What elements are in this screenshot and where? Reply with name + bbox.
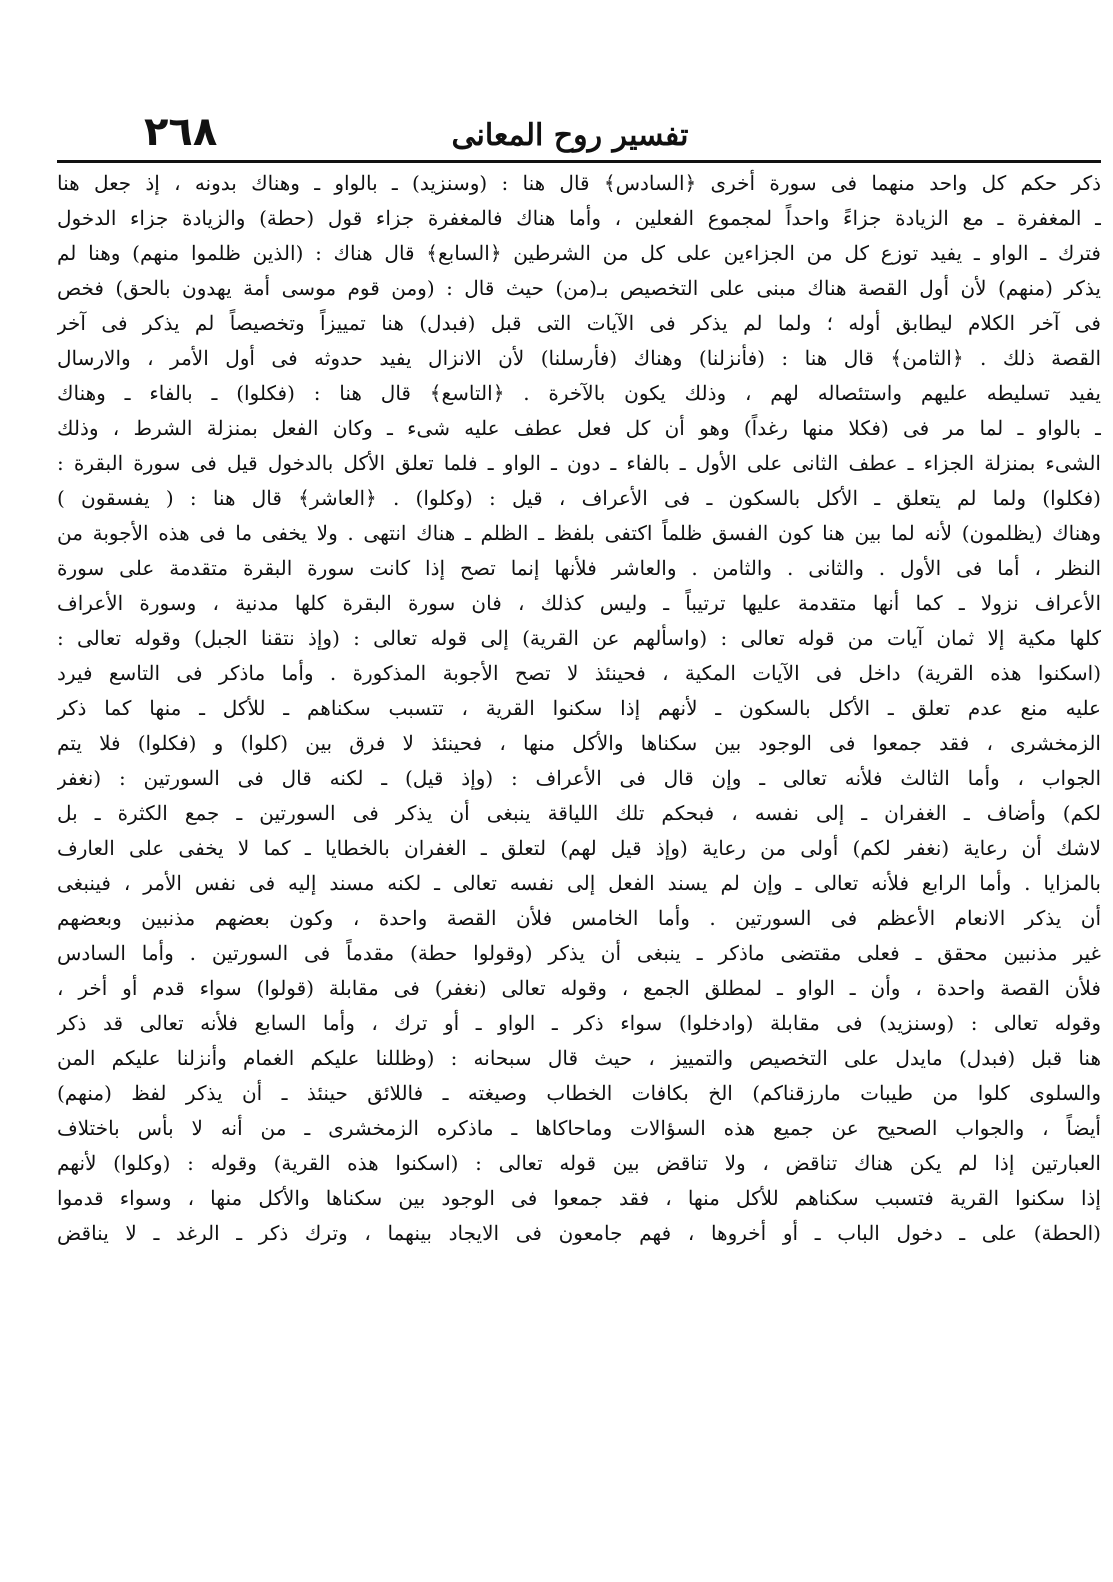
text-line: يفيد تسليطه عليهم واستئصاله لهم ، وذلك يكون بالآخرة . ﴿التاسع﴾ قال هنا : (فكلوا) ـ بالفاء ـ وهناك — [57, 381, 1101, 405]
text-line: غير مذنبين محقق ـ فعلى مقتضى ماذكر ـ ينبغى أن يذكر (وقولوا حطة) مقدماً فى السورتين . وأما السادس — [57, 941, 1101, 965]
text-line: وهناك (يظلمون) لأنه لما بين هنا كون الفسق ظلماً اكتفى بلفظ ـ الظلم ـ هناك انتهى . ولا يخفى ما فى هذه الأجوبة من — [57, 521, 1101, 545]
page-number: ٢٦٨ — [144, 109, 218, 155]
text-line: يذكر (منهم) لأن أول القصة هناك مبنى على التخصيص بـ(من) حيث قال : (ومن قوم موسى أمة يهدون بالحق) فخص — [57, 276, 1101, 300]
text-line: الجواب ، وأما الثالث فلأنه تعالى ـ وإن قال فى الأعراف : (وإذ قيل) ـ لكنه قال فى السورتين : (نغفر — [57, 766, 1101, 790]
text-line: فلأن القصة واحدة ، وأن ـ الواو ـ لمطلق الجمع ، وقوله تعالى (نغفر) فى مقابلة (قولوا) سواء قدم أو أخر ، — [57, 976, 1101, 1000]
text-line: لاشك أن رعاية (نغفر لكم) أولى من رعاية (وإذ قيل لهم) لتعلق ـ الغفران بالخطايا ـ كما لا يخفى على العارف — [57, 836, 1101, 860]
text-line: العبارتين إذا لم يكن هناك تناقض ، ولا تناقض بين قوله تعالى : (اسكنوا هذه القرية) وقوله : (وكلوا) لأنهم — [57, 1151, 1101, 1175]
text-line: القصة ذلك . ﴿الثامن﴾ قال هنا : (فأنزلنا) وهناك (فأرسلنا) لأن الانزال يفيد حدوثه فى أول الأمر ، والارسال — [57, 346, 1101, 370]
text-line: الأعراف نزولا ـ كما أنها متقدمة عليها ترتيباً ـ وليس كذلك ، فان سورة البقرة كلها مدنية ، وسورة الأعراف — [57, 591, 1101, 615]
text-line: بالمزايا . وأما الرابع فلأنه تعالى ـ وإن لم يسند الفعل إلى نفسه تعالى ـ لكنه مسند إليه فى نفس الأمر ، فينبغى — [57, 871, 1101, 895]
header-rule — [57, 160, 1101, 163]
text-line: أن يذكر الانعام الأعظم فى السورتين . وأما الخامس فلأن القصة واحدة ، وكون بعضهم مذنبين وبعضهم — [57, 906, 1101, 930]
text-line: (الحطة) على ـ دخول الباب ـ أو أخروها ، فهم جامعون فى الايجاد بينهما ، وترك ذكر ـ الرغد ـ لا يناقض — [57, 1221, 1101, 1245]
text-line: هنا قبل (فبدل) مايدل على التخصيص والتمييز ، حيث قال سبحانه : (وظللنا عليكم الغمام وأنزلنا عليكم المن — [57, 1046, 1101, 1070]
text-line: إذا سكنوا القرية فتسبب سكناهم للأكل منها ، فقد جمعوا فى الوجود بين سكناها والأكل منها ، وسواء قدموا — [57, 1186, 1101, 1210]
text-line: فترك ـ الواو ـ يفيد توزع كل من الجزاءين على كل من الشرطين ﴿السابع﴾ قال هناك : (الذين ظلموا منهم) وهنا لم — [57, 241, 1101, 265]
text-line: ـ المغفرة ـ مع الزيادة جزاءً واحداً لمجموع الفعلين ، وأما هناك فالمغفرة جزاء قول (حطة) والزيادة جزاء الدخول — [57, 206, 1101, 230]
text-line: أيضاً ، والجواب الصحيح عن جميع هذه السؤالات وماحاكاها ـ ماذكره الزمخشرى ـ من أنه لا بأس باختلاف — [57, 1116, 1101, 1140]
body-text — [57, 166, 1101, 1251]
text-line: فى آخر الكلام ليطابق أوله ؛ ولما لم يذكر فى الآيات التى قبل (فبدل) هنا تمييزاً وتخصيصاً لم يذكر فى آخر — [57, 311, 1101, 335]
text-line: الشىء بمنزلة الجزاء ـ عطف الثانى على الأول ـ بالفاء ـ دون ـ الواو ـ فلما تعلق الأكل بالدخول قيل فى سورة البقرة : — [57, 451, 1101, 475]
text-line: عليه منع عدم تعلق ـ الأكل بالسكون ـ لأنهم إذا سكنوا القرية ، تتسبب سكناهم ـ للأكل ـ منها كما ذكر — [57, 696, 1101, 720]
text-line: (اسكنوا هذه القرية) داخل فى الآيات المكية ، فحينئذ لا تصح الأجوبة المذكورة . وأما ماذكر فى التاسع فيرد — [57, 661, 1101, 685]
text-line: ذكر حكم كل واحد منهما فى سورة أخرى ﴿السادس﴾ قال هنا : (وسنزيد) ـ بالواو ـ وهناك بدونه ، إذ جعل هنا — [57, 171, 1101, 195]
text-line: والسلوى كلوا من طيبات مارزقناكم) الخ بكافات الخطاب وصيغته ـ فاللائق حينئذ ـ أن يذكر لفظ (منهم) — [57, 1081, 1101, 1105]
text-line: (فكلوا) ولما لم يتعلق ـ الأكل بالسكون ـ فى الأعراف ، قيل : (وكلوا) . ﴿العاشر﴾ قال هنا : ( يفسقون ) — [57, 486, 1101, 510]
text-line: كلها مكية إلا ثمان آيات من قوله تعالى : (واسألهم عن القرية) إلى قوله تعالى : (وإذ نتقنا الجبل) وقوله تعالى : — [57, 626, 1101, 650]
running-title: تفسير روح المعانى — [451, 118, 689, 153]
text-line: وقوله تعالى : (وسنزيد) فى مقابلة (وادخلوا) سواء ذكر ـ الواو ـ أو ترك ، وأما السابع فلأنه تعالى قد ذكر — [57, 1011, 1101, 1035]
text-line: الزمخشرى ، فقد جمعوا فى الوجود بين سكناها والأكل منها ، فحينئذ لا فرق بين (كلوا) و (فكلوا) فلا يتم — [57, 731, 1101, 755]
text-line: ـ بالواو ـ لما مر فى (فكلا منها رغداً) وهو أن كل فعل عطف عليه شىء ـ وكان الفعل بمنزلة الشرط ، وذلك — [57, 416, 1101, 440]
text-line: لكم) وأضاف ـ الغفران ـ إلى نفسه ، فبحكم تلك اللياقة ينبغى أن يذكر فى السورتين ـ جمع الكثرة ـ بل — [57, 801, 1101, 825]
text-line: النظر ، أما فى الأول . والثانى . والثامن . والعاشر فلأنها إنما تصح إذا كانت سورة البقرة متقدمة على سورة — [57, 556, 1101, 580]
